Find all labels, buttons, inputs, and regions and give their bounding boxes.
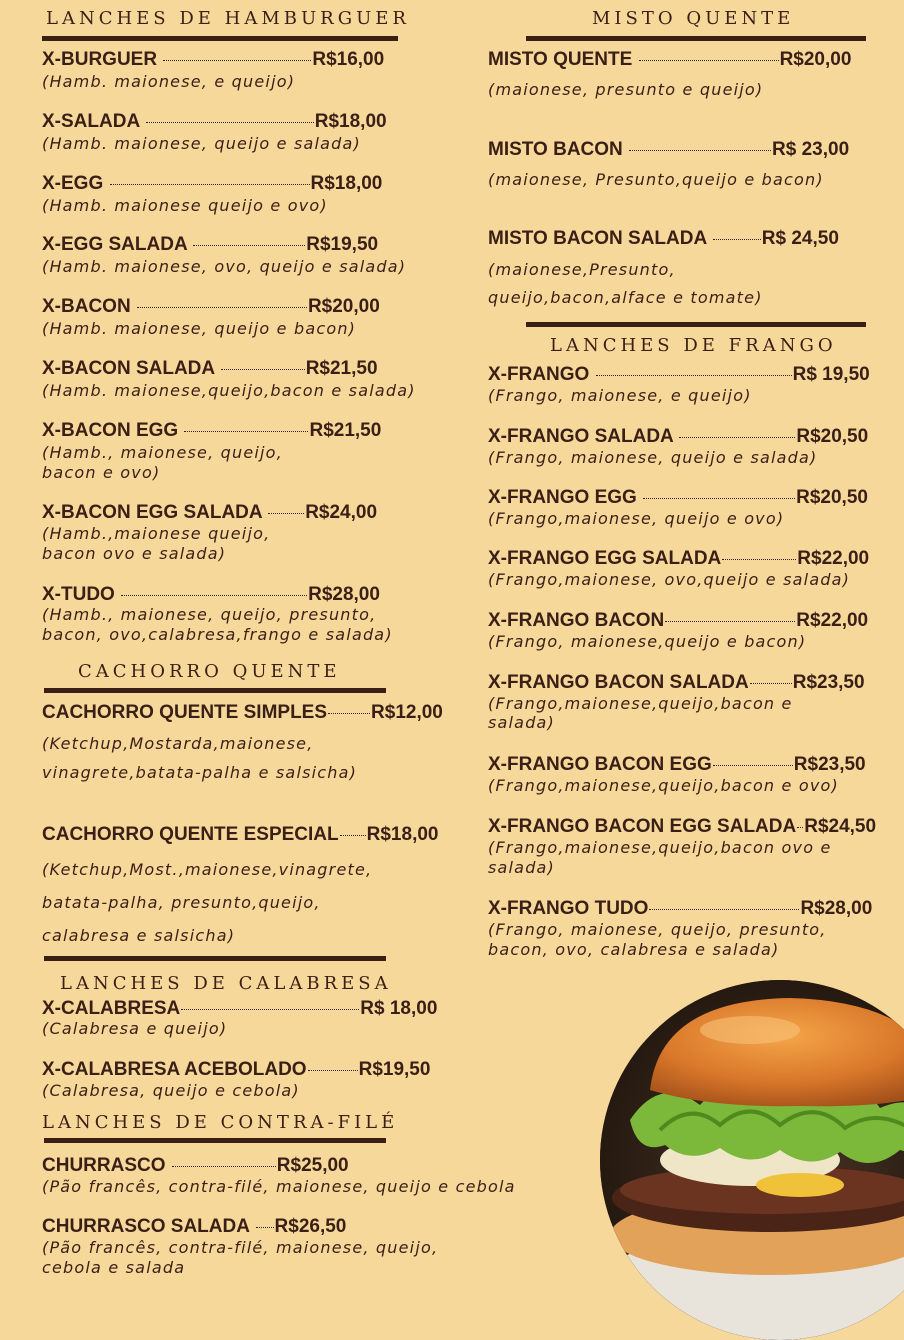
item-row xyxy=(488,548,869,570)
item-name: X-FRANGO TUDO xyxy=(488,898,649,919)
item-price: R$23,50 xyxy=(792,672,865,693)
item-row xyxy=(42,358,378,380)
item-price: R$18,00 xyxy=(314,111,387,132)
item-description: (Hamb. maionese, queijo e salada) xyxy=(42,134,361,153)
item-price: R$21,50 xyxy=(309,420,382,441)
item-row xyxy=(42,234,378,256)
item-description: cebola e salada xyxy=(42,1258,186,1277)
item-name: X-SALADA xyxy=(42,111,140,132)
item-name: X-EGG SALADA xyxy=(42,234,187,255)
item-price: R$ 24,50 xyxy=(761,228,839,249)
item-description: (Ketchup,Most.,maionese,vinagrete, xyxy=(42,860,373,879)
item-name: MISTO QUENTE xyxy=(488,49,633,70)
item-description: (Hamb., maionese, queijo, xyxy=(42,443,283,462)
item-description: (maionese, Presunto,queijo e bacon) xyxy=(488,170,824,189)
item-row xyxy=(42,1155,349,1177)
item-price: R$24,50 xyxy=(804,816,877,837)
item-description: bacon, ovo,calabresa,frango e salada) xyxy=(42,625,393,644)
item-price: R$26,50 xyxy=(274,1216,347,1237)
item-description: (Hamb. maionese, queijo e bacon) xyxy=(42,319,357,338)
item-name: X-FRANGO BACON EGG SALADA xyxy=(488,816,797,837)
item-price: R$20,50 xyxy=(796,487,868,508)
section-divider xyxy=(44,956,386,961)
item-price: R$12,00 xyxy=(371,702,443,723)
item-description: (Frango, maionese, queijo e salada) xyxy=(488,448,818,467)
item-row xyxy=(42,1216,346,1238)
item-row xyxy=(42,1059,430,1081)
item-row xyxy=(42,584,380,606)
section-divider xyxy=(526,322,866,327)
item-row xyxy=(42,111,387,133)
item-name: CACHORRO QUENTE SIMPLES xyxy=(42,702,328,723)
item-row xyxy=(488,816,876,838)
section-title-misto-quente: MISTO QUENTE xyxy=(592,8,795,29)
item-name: X-BACON xyxy=(42,296,131,317)
item-row xyxy=(42,173,382,195)
item-price: R$25,00 xyxy=(276,1155,349,1176)
section-divider xyxy=(42,36,398,41)
burger-illustration xyxy=(600,980,904,1340)
item-description: (Hamb. maionese queijo e ovo) xyxy=(42,196,328,215)
item-price: R$ 19,50 xyxy=(792,364,870,385)
item-description: (Pão francês, contra-filé, maionese, queijo, xyxy=(42,1238,439,1257)
item-price: R$19,50 xyxy=(306,234,379,255)
item-description: calabresa e salsicha) xyxy=(42,926,236,945)
item-name: X-FRANGO BACON EGG xyxy=(488,754,712,775)
item-price: R$20,00 xyxy=(307,296,380,317)
section-title-hamburguer: LANCHES DE HAMBURGUER xyxy=(46,8,410,29)
item-price: R$21,50 xyxy=(305,358,378,379)
item-description: vinagrete,batata-palha e salsicha) xyxy=(42,763,358,782)
item-description: (Ketchup,Mostarda,maionese, xyxy=(42,734,314,753)
section-title-cachorro-quente: CACHORRO QUENTE xyxy=(78,661,341,682)
item-description: (Frango, maionese,queijo e bacon) xyxy=(488,632,807,651)
item-name: X-FRANGO SALADA xyxy=(488,426,674,447)
item-row xyxy=(488,487,868,509)
item-description: (Frango, maionese, queijo, presunto, xyxy=(488,920,827,939)
item-description: (Hamb. maionese, e queijo) xyxy=(42,72,296,91)
item-description: (Pão francês, contra-filé, maionese, queijo e cebola xyxy=(42,1177,516,1196)
item-name: X-CALABRESA ACEBOLADO xyxy=(42,1059,307,1080)
item-row xyxy=(488,610,868,632)
item-row xyxy=(42,296,380,318)
item-description: (Hamb.,maionese queijo, xyxy=(42,524,271,543)
item-description: (Frango,maionese, queijo e ovo) xyxy=(488,509,785,528)
item-name: X-FRANGO EGG xyxy=(488,487,637,508)
item-name: X-FRANGO EGG SALADA xyxy=(488,548,722,569)
item-row xyxy=(488,364,870,386)
item-row xyxy=(42,824,438,846)
item-row xyxy=(488,228,839,250)
item-price: R$18,00 xyxy=(366,824,439,845)
item-description: bacon ovo e salada) xyxy=(42,544,227,563)
item-description: bacon, ovo, calabresa e salada) xyxy=(488,940,780,959)
item-row xyxy=(42,49,384,71)
item-description: (Hamb. maionese,queijo,bacon e salada) xyxy=(42,381,416,400)
item-description: (Frango,maionese,queijo,bacon ovo e xyxy=(488,838,832,857)
section-divider xyxy=(44,1138,386,1143)
item-name: X-BACON SALADA xyxy=(42,358,215,379)
item-name: X-CALABRESA xyxy=(42,998,181,1019)
item-price: R$20,50 xyxy=(796,426,869,447)
item-price: R$19,50 xyxy=(358,1059,431,1080)
burger-photo xyxy=(600,980,904,1340)
item-price: R$22,00 xyxy=(796,610,869,631)
item-name: X-BURGUER xyxy=(42,49,158,70)
item-price: R$ 18,00 xyxy=(360,998,438,1019)
item-row xyxy=(488,754,866,776)
item-description: bacon e ovo) xyxy=(42,463,161,482)
item-description: salada) xyxy=(488,858,555,877)
item-description: salada) xyxy=(488,713,555,732)
item-description: (Frango,maionese,queijo,bacon e ovo) xyxy=(488,776,839,795)
item-price: R$ 23,00 xyxy=(772,139,850,160)
item-row xyxy=(42,998,437,1020)
item-name: CHURRASCO xyxy=(42,1155,166,1176)
item-name: CACHORRO QUENTE ESPECIAL xyxy=(42,824,339,845)
item-description: (Frango,maionese, ovo,queijo e salada) xyxy=(488,570,851,589)
item-description: (maionese, presunto e queijo) xyxy=(488,80,764,99)
item-price: R$22,00 xyxy=(797,548,870,569)
item-row xyxy=(42,502,377,524)
item-price: R$20,00 xyxy=(779,49,852,70)
item-row xyxy=(488,672,865,694)
item-description: queijo,bacon,alface e tomate) xyxy=(488,288,763,307)
item-price: R$28,00 xyxy=(308,584,380,605)
item-description: (Frango,maionese,queijo,bacon e xyxy=(488,694,793,713)
item-description: (Hamb., maionese, queijo, presunto, xyxy=(42,605,377,624)
item-description: batata-palha, presunto,queijo, xyxy=(42,893,321,912)
item-row xyxy=(488,426,868,448)
item-description: (Frango, maionese, e queijo) xyxy=(488,386,752,405)
item-price: R$28,00 xyxy=(800,898,873,919)
item-description: (Calabresa e queijo) xyxy=(42,1019,228,1038)
section-title-frango: LANCHES DE FRANGO xyxy=(550,335,837,356)
item-row xyxy=(488,139,849,161)
item-name: X-FRANGO BACON xyxy=(488,610,665,631)
item-description: (Hamb. maionese, ovo, queijo e salada) xyxy=(42,257,407,276)
item-name: X-EGG xyxy=(42,173,104,194)
item-row xyxy=(488,49,851,71)
item-name: X-BACON EGG SALADA xyxy=(42,502,262,523)
item-description: (Calabresa, queijo e cebola) xyxy=(42,1081,300,1100)
item-price: R$18,00 xyxy=(310,173,383,194)
item-row xyxy=(488,898,872,920)
item-price: R$23,50 xyxy=(793,754,866,775)
item-name: MISTO BACON xyxy=(488,139,623,160)
item-row xyxy=(42,702,443,724)
item-row xyxy=(42,420,381,442)
item-name: X-FRANGO BACON SALADA xyxy=(488,672,749,693)
item-description: (maionese,Presunto, xyxy=(488,260,676,279)
section-divider xyxy=(44,688,386,693)
item-price: R$24,00 xyxy=(305,502,378,523)
section-title-contra-file: LANCHES DE CONTRA-FILÉ xyxy=(42,1112,399,1133)
item-name: X-BACON EGG xyxy=(42,420,179,441)
item-price: R$16,00 xyxy=(312,49,385,70)
item-name: MISTO BACON SALADA xyxy=(488,228,707,249)
item-name: X-TUDO xyxy=(42,584,115,605)
item-name: CHURRASCO SALADA xyxy=(42,1216,250,1237)
section-title-calabresa: LANCHES DE CALABRESA xyxy=(60,973,392,994)
item-name: X-FRANGO xyxy=(488,364,590,385)
section-divider xyxy=(526,36,866,41)
